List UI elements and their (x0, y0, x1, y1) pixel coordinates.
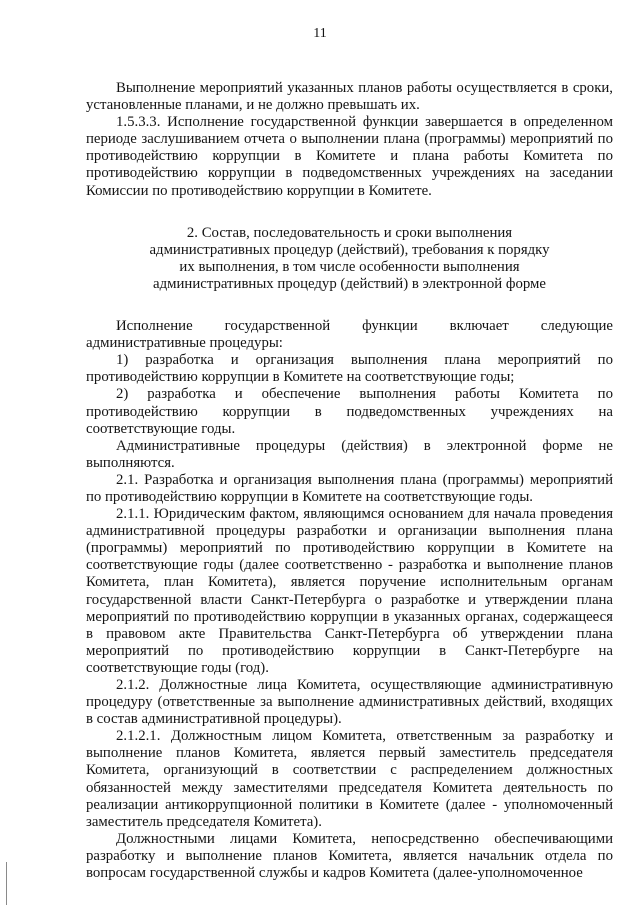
paragraph: 1.5.3.3. Исполнение государственной функции завершается в определенном периоде заслушиванием отчета о выполнении плана (программы) мероприятий по противодействию коррупции в Комитете и плана работы Комитета по противодействию коррупции в подведомственных учреждениях на заседании Комиссии по противодействию коррупции в Комитете. (86, 114, 613, 199)
paragraph: 2.1. Разработка и организация выполнения плана (программы) мероприятий по противодействию коррупции в Комитете на соответствующие годы. (86, 471, 613, 505)
paragraph: Исполнение государственной функции включает следующие административные процедуры: (86, 318, 613, 352)
scan-edge-line (6, 862, 7, 905)
paragraph: 2) разработка и обеспечение выполнения работы Комитета по противодействию коррупции в подведомственных учреждениях на соответствующие годы. (86, 386, 613, 437)
paragraph: 2.1.1. Юридическим фактом, являющимся основанием для начала проведения административной процедуры разработки и организации выполнения плана (программы) мероприятий по противодействию коррупции в Комитете на соответствующие годы (далее соответственно - разработка и выполнение планов Комитета, план Комитета), является поручение исполнительным органам государственной власти Санкт-Петербурга о разработке и утверждении плана мероприятий по противодействию коррупции в указанных органах, содержащееся в правовом акте Правительства Санкт-Петербурга об утверждении плана мероприятий по противодействию коррупции в Санкт-Петербурге на соответствующие годы (год). (86, 506, 613, 676)
section-heading-line: их выполнения, в том числе особенности выполнения (179, 258, 520, 275)
section-heading (86, 225, 613, 293)
paragraph: Должностными лицами Комитета, непосредственно обеспечивающими разработку и выполнение планов Комитета, является начальник отдела по вопросам государственной службы и кадров Комитета (далее-уполномоченное (86, 830, 613, 882)
document-body (86, 80, 613, 882)
paragraph: 1) разработка и организация выполнения плана мероприятий по противодействию коррупции в Комитете на соответствующие годы; (86, 352, 613, 386)
page-number: 11 (313, 26, 327, 41)
paragraph: Административные процедуры (действия) в электронной форме не выполняются. (86, 437, 613, 471)
paragraph: 2.1.2.1. Должностным лицом Комитета, ответственным за разработку и выполнение планов Комитета, является первый заместитель председателя Комитета, организующий в соответствии с распределением должностных обязанностей между заместителями председателя Комитета деятельность по реализации антикоррупционной политики в Комитете (далее - уполномоченный заместитель председателя Комитета). (86, 728, 613, 830)
section-heading-line: административных процедур (действий) в электронной форме (153, 275, 546, 292)
paragraph: 2.1.2. Должностные лица Комитета, осуществляющие административную процедуру (ответственные за выполнение административных действий, входящих в состав административной процедуры). (86, 677, 613, 728)
section-heading-line: административных процедур (действий), требования к порядку (149, 241, 550, 258)
section-heading-line: 2. Состав, последовательность и сроки выполнения (186, 224, 513, 241)
paragraph: Выполнение мероприятий указанных планов работы осуществляется в сроки, установленные планами, и не должно превышать их. (86, 80, 613, 114)
